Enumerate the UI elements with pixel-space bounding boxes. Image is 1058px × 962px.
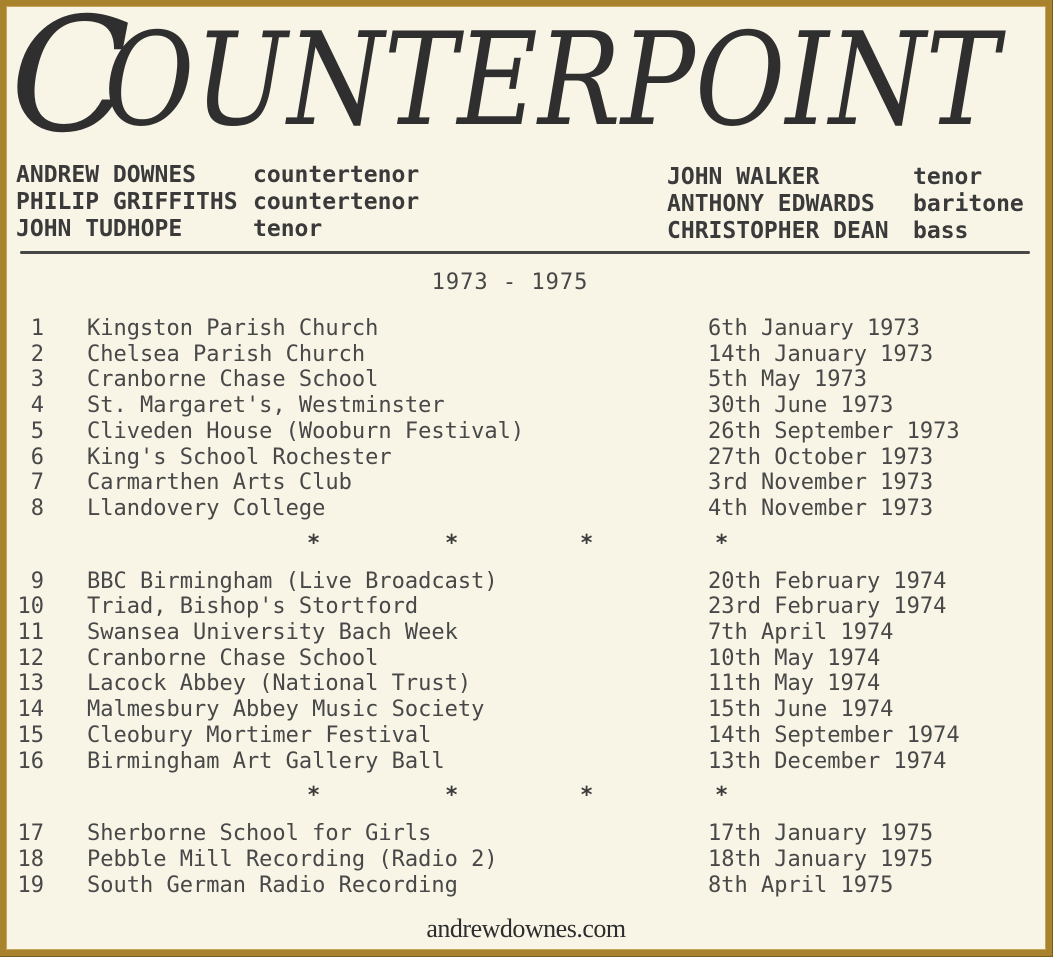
member-name: JOHN TUDHOPE (16, 216, 183, 242)
concert-date: 14th September 1974 (708, 722, 960, 748)
concert-venue: Lacock Abbey (National Trust) (87, 671, 472, 697)
concert-number: 5 (30, 418, 44, 444)
title-initial: C (10, 8, 131, 158)
asterisk-separator: * (445, 783, 459, 809)
concert-number: 15 (17, 722, 44, 748)
concert-row (6, 671, 1046, 697)
horizontal-rule (20, 251, 1030, 254)
concert-venue: Cranborne Chase School (87, 367, 379, 393)
concert-number: 4 (30, 393, 44, 419)
concert-venue: Pebble Mill Recording (Radio 2) (87, 846, 498, 872)
concert-date: 3rd November 1973 (708, 470, 934, 496)
member-name: PHILIP GRIFFITHS (16, 189, 238, 215)
concert-date: 11th May 1974 (708, 671, 881, 697)
concert-number: 9 (30, 568, 44, 594)
asterisk-separator: * (307, 783, 321, 809)
concert-date: 8th April 1975 (708, 872, 894, 898)
concert-row (6, 697, 1046, 723)
member-row (667, 164, 1024, 191)
concert-venue: BBC Birmingham (Live Broadcast) (87, 568, 498, 594)
concert-row (6, 342, 1046, 368)
concert-number: 13 (17, 671, 44, 697)
concert-row (6, 316, 1046, 342)
concert-date: 10th May 1974 (708, 645, 881, 671)
concert-date: 17th January 1975 (708, 821, 934, 847)
concert-row (6, 723, 1046, 749)
concert-number: 10 (17, 594, 44, 620)
concert-number: 8 (30, 495, 44, 521)
member-name: ANTHONY EDWARDS (667, 191, 875, 217)
member-name: JOHN WALKER (667, 164, 820, 190)
concert-venue: Swansea University Bach Week (87, 620, 458, 646)
concert-number: 7 (30, 470, 44, 496)
concert-number: 12 (17, 645, 44, 671)
footer-website: andrewdownes.com (426, 914, 626, 944)
concert-venue: St. Margaret's, Westminster (87, 393, 445, 419)
concert-venue: Triad, Bishop's Stortford (87, 594, 419, 620)
asterisk-separator: * (715, 530, 729, 556)
member-voice: countertenor (253, 162, 420, 188)
members-right-column (667, 164, 1024, 245)
member-row (16, 162, 419, 189)
concert-venue: King's School Rochester (87, 444, 392, 470)
concert-number: 17 (17, 821, 44, 847)
concert-row (6, 594, 1046, 620)
concert-number: 2 (30, 341, 44, 367)
member-row (667, 218, 1024, 245)
concert-row (6, 419, 1046, 445)
member-voice: countertenor (253, 189, 420, 215)
concert-venue: South German Radio Recording (87, 872, 458, 898)
concert-row (6, 821, 1046, 847)
members-section (6, 162, 1046, 243)
concert-row (6, 445, 1046, 471)
concert-venue: Sherborne School for Girls (87, 821, 432, 847)
concert-venue: Llandovery College (87, 495, 326, 521)
period-heading: 1973 - 1975 (431, 270, 589, 295)
concert-row (6, 620, 1046, 646)
separator-row (6, 531, 1046, 557)
member-voice: bass (913, 218, 969, 244)
concert-row (6, 393, 1046, 419)
concert-number: 14 (17, 697, 44, 723)
concert-date: 20th February 1974 (708, 568, 947, 594)
concert-date: 6th January 1973 (708, 316, 920, 341)
concert-date: 23rd February 1974 (708, 594, 947, 620)
concert-date: 14th January 1973 (708, 341, 934, 367)
concert-number: 1 (30, 316, 44, 341)
concert-row (6, 646, 1046, 672)
concert-row (6, 470, 1046, 496)
concert-date: 5th May 1973 (708, 367, 867, 393)
concert-venue: Cliveden House (Wooburn Festival) (87, 418, 525, 444)
concert-number: 19 (17, 872, 44, 898)
concert-row (6, 847, 1046, 873)
concert-row (6, 569, 1046, 595)
concert-date: 4th November 1973 (708, 495, 934, 521)
concert-date: 7th April 1974 (708, 620, 894, 646)
concert-venue: Kingston Parish Church (87, 316, 379, 341)
concert-row (6, 496, 1046, 522)
member-voice: baritone (913, 191, 1024, 217)
asterisk-separator: * (445, 530, 459, 556)
concert-venue: Malmesbury Abbey Music Society (87, 697, 485, 723)
concert-date: 27th October 1973 (708, 444, 934, 470)
member-row (16, 216, 419, 243)
asterisk-separator: * (307, 530, 321, 556)
concert-date: 15th June 1974 (708, 697, 894, 723)
asterisk-separator: * (580, 783, 594, 809)
member-row (16, 189, 419, 216)
concert-date: 13th December 1974 (708, 748, 947, 774)
title-banner (8, 8, 1048, 158)
concert-row (6, 749, 1046, 775)
asterisk-separator: * (715, 783, 729, 809)
concert-number: 3 (30, 367, 44, 393)
member-row (667, 191, 1024, 218)
concert-number: 6 (30, 444, 44, 470)
concert-venue: Chelsea Parish Church (87, 341, 366, 367)
member-name: CHRISTOPHER DEAN (667, 218, 889, 244)
members-left-column (16, 162, 419, 243)
title-rest: OUNTERPOINT (104, 8, 1007, 155)
concert-venue: Birmingham Art Gallery Ball (87, 748, 445, 774)
concert-number: 11 (17, 620, 44, 646)
concert-row (6, 873, 1046, 899)
member-name: ANDREW DOWNES (16, 162, 197, 188)
concert-number: 16 (17, 748, 44, 774)
member-voice: tenor (253, 216, 323, 242)
asterisk-separator: * (580, 530, 594, 556)
concert-date: 30th June 1973 (708, 393, 894, 419)
concert-number: 18 (17, 846, 44, 872)
concert-list (6, 316, 1046, 898)
concert-venue: Cleobury Mortimer Festival (87, 722, 432, 748)
concert-date: 18th January 1975 (708, 846, 934, 872)
concert-venue: Cranborne Chase School (87, 645, 379, 671)
member-voice: tenor (913, 164, 983, 190)
separator-row (6, 783, 1046, 809)
concert-row (6, 367, 1046, 393)
concert-date: 26th September 1973 (708, 418, 960, 444)
concert-venue: Carmarthen Arts Club (87, 470, 352, 496)
